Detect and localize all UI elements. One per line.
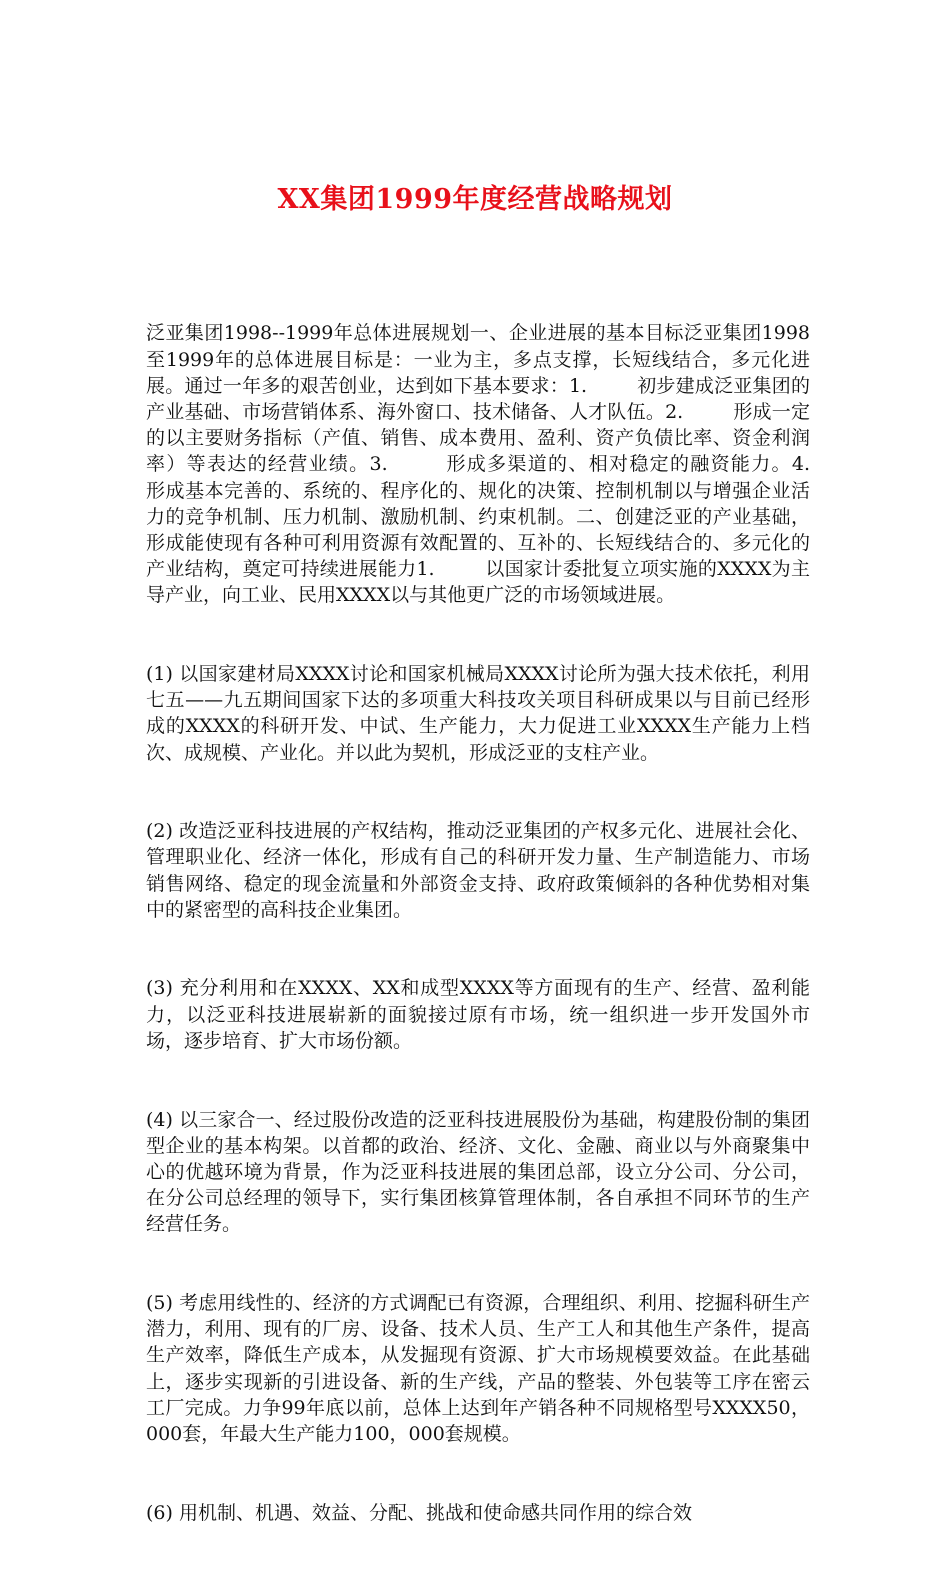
paragraph-item-6: (6) 用机制、机遇、效益、分配、挑战和使命感共同作用的综合效: [146, 1501, 692, 1524]
paragraph-item-1: (1) 以国家建材局XXXX讨论和国家机械局XXXX讨论所为强大技术依托，利用七五——九五期间国家下达的多项重大科技攻关项目科研成果以与目前已经形成的XXXX的科研开发、中试、生产能力，大力促进工业XXXX生产能力上档次、成规模、产业化。并以此为契机，形成泛亚的支柱产业。: [146, 663, 810, 764]
document-body: [146, 268, 859, 1578]
paragraph-item-4: (4) 以三家合一、经过股份改造的泛亚科技进展股份为基础，构建股份制的集团型企业的基本构架。以首都的政治、经济、文化、金融、商业以与外商聚集中心的优越环境为背景，作为泛亚科技进展的集团总部，设立分公司、分公司，在分公司总经理的领导下，实行集团核算管理体制，各自承担不同环节的生产经营任务。: [146, 1108, 810, 1236]
paragraph-intro: 泛亚集团1998--1999年总体进展规划一、企业进展的基本目标泛亚集团1998至1999年的总体进展目标是：一业为主，多点支撑，长短线结合，多元化进展。通过一年多的艰苦创业，达到如下基本要求：1. 初步建成泛亚集团的产业基础、市场营销体系、海外窗口、技术储备、人才队伍。2. 形成一定的以主要财务指标（产值、销售、成本费用、盈利、资产负债比率、资金利润率）等表达的经营业绩。3. 形成多渠道的、相对稳定的融资能力。4. 形成基本完善的、系统的、程序化的、规化的决策、控制机制以与增强企业活力的竞争机制、压力机制、激励机制、约束机制。二、创建泛亚的产业基础，形成能使现有各种可利用资源有效配置的、互补的、长短线结合的、多元化的产业结构，奠定可持续进展能力1. 以国家计委批复立项实施的XXXX为主导产业，向工业、民用XXXX以与其他更广泛的市场领域进展。: [146, 322, 859, 607]
paragraph-item-3: (3) 充分利用和在XXXX、XX和成型XXXX等方面现有的生产、经营、盈利能力，以泛亚科技进展崭新的面貌接过原有市场，统一组织进一步开发国外市场，逐步培育、扩大市场份额。: [146, 977, 810, 1052]
document-title: XX集团1999年度经营战略规划: [277, 184, 673, 215]
paragraph-item-5: (5) 考虑用线性的、经济的方式调配已有资源，合理组织、利用、挖掘科研生产潜力，利用、现有的厂房、设备、技术人员、生产工人和其他生产条件，提高生产效率，降低生产成本，从发掘现有资源、扩大市场规模要效益。在此基础上，逐步实现新的引进设备、新的生产线，产品的整装、外包装等工序在密云工厂完成。力争99年底以前，总体上达到年产销各种不同规格型号XXXX50，000套，年最大生产能力100，000套规模。: [146, 1291, 810, 1445]
paragraph-item-2: (2) 改造泛亚科技进展的产权结构，推动泛亚集团的产权多元化、进展社会化、管理职业化、经济一体化，形成有自己的科研开发力量、生产制造能力、市场销售网络、稳定的现金流量和外部资金支持、政府政策倾斜的各种优势相对集中的紧密型的高科技企业集团。: [146, 820, 810, 921]
